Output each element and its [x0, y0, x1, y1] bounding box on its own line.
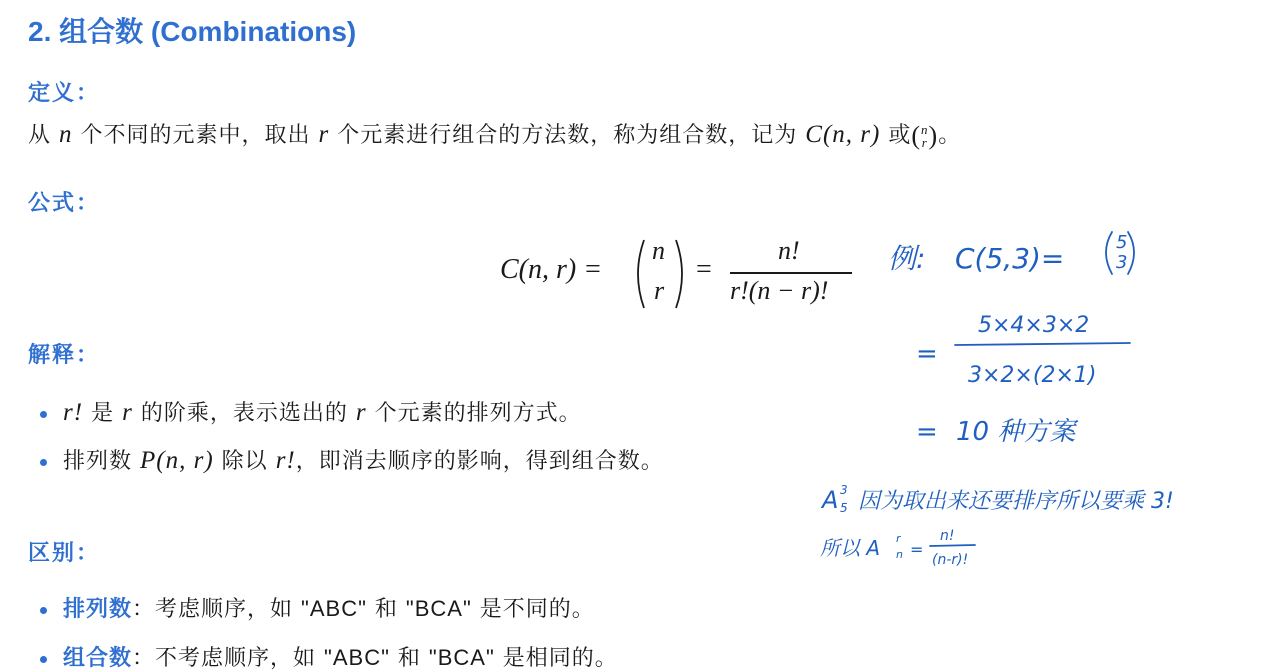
- diff2-q1: "ABC": [324, 645, 390, 670]
- exp1-text3: 个元素的排列方式。: [374, 401, 582, 426]
- formula-numerator: n!: [778, 236, 800, 265]
- hw-note2-eq: =: [910, 540, 924, 559]
- definition-label: 定义：: [28, 80, 101, 106]
- def-text-d: 或: [888, 123, 912, 148]
- hw-eq1: =: [916, 339, 938, 369]
- def-var-r: r: [318, 121, 330, 148]
- def-text-a: 从: [28, 123, 52, 148]
- def-binom-top: n: [921, 122, 929, 137]
- def-cnr: C(n, r): [805, 121, 881, 148]
- hw-binom-right-paren: [1128, 232, 1134, 274]
- exp2-text3: ，即消去顺序的影响，得到组合数。: [295, 449, 664, 474]
- hw-note2-sub: n: [896, 548, 903, 561]
- hw-note2-sup: r: [896, 532, 901, 545]
- hw-binom-bottom: 3: [1116, 252, 1128, 273]
- hw-note2-a: 所以 A: [820, 536, 881, 560]
- def-text-c: 个元素进行组合的方法数，称为组合数，记为: [337, 123, 798, 148]
- formula-lhs: C(n, r) =: [500, 254, 603, 285]
- exp1-math2: r: [122, 399, 133, 426]
- diff1-q2: "BCA": [405, 596, 472, 621]
- diff2-q2: "BCA": [428, 645, 495, 670]
- hw-fraction-line: [955, 343, 1130, 345]
- hw-note1-sub: 5: [840, 501, 848, 515]
- exp1-text2: 的阶乘，表示选出的: [140, 401, 348, 426]
- def-binom-bottom: r: [921, 135, 928, 150]
- diff1-text3: 是不同的。: [479, 597, 595, 622]
- hw-note2-num: n!: [940, 528, 955, 544]
- diff2-text2: 和: [397, 646, 421, 671]
- diff1-text1: ：考虑顺序，如: [132, 597, 294, 622]
- diff2-text1: ：不考虑顺序，如: [132, 646, 317, 671]
- hw-note2-den: (n-r)!: [932, 552, 969, 568]
- diff1-q1: "ABC": [301, 596, 367, 621]
- explanation-label: 解释：: [28, 342, 101, 368]
- hw-note1-sup: 3: [840, 483, 848, 497]
- hw-numerator: 5×4×3×2: [978, 313, 1090, 338]
- section-heading: 2. 组合数 (Combinations): [28, 16, 357, 47]
- hw-result: 10 种方案: [956, 417, 1076, 447]
- formula-label: 公式：: [28, 190, 101, 216]
- exp2-text1: 排列数: [63, 449, 133, 474]
- exp1-math3: r: [355, 399, 367, 426]
- diff2-text3: 是相同的。: [502, 646, 618, 671]
- hw-example-expr: C(5,3)=: [955, 242, 1065, 275]
- hw-example-label: 例:: [888, 242, 926, 275]
- exp1-text1: 是: [91, 401, 115, 426]
- hw-denominator: 3×2×(2×1): [968, 363, 1097, 388]
- diff2-term: 组合数: [63, 645, 133, 671]
- def-binom-close: ): [928, 121, 939, 150]
- hw-binom-top: 5: [1116, 232, 1128, 253]
- exp1-math1: r!: [63, 399, 84, 426]
- formula-binom-top: n: [652, 236, 665, 265]
- formula-denominator: r!(n − r)!: [730, 276, 829, 305]
- diff1-text2: 和: [374, 597, 398, 622]
- diff1-term: 排列数: [63, 596, 133, 622]
- exp2-math1: P(n, r): [140, 447, 214, 474]
- def-var-n: n: [59, 121, 73, 148]
- hw-eq2: =: [916, 417, 938, 447]
- def-text-b: 个不同的元素中，取出: [80, 123, 311, 148]
- exp2-math2: r!: [275, 447, 296, 474]
- hw-note2-line: [930, 545, 975, 546]
- hw-binom-left-paren: [1106, 232, 1112, 274]
- def-binom-open: (: [911, 121, 922, 150]
- hw-note1-text: 因为取出来还要排序所以要乘 3!: [858, 489, 1174, 514]
- formula-equals: =: [696, 254, 712, 285]
- difference-label: 区别：: [28, 540, 101, 566]
- formula-binom-bottom: r: [654, 276, 665, 305]
- exp2-text2: 除以: [221, 449, 268, 474]
- def-text-e: 。: [938, 123, 962, 148]
- hw-note1-a: A: [822, 486, 839, 514]
